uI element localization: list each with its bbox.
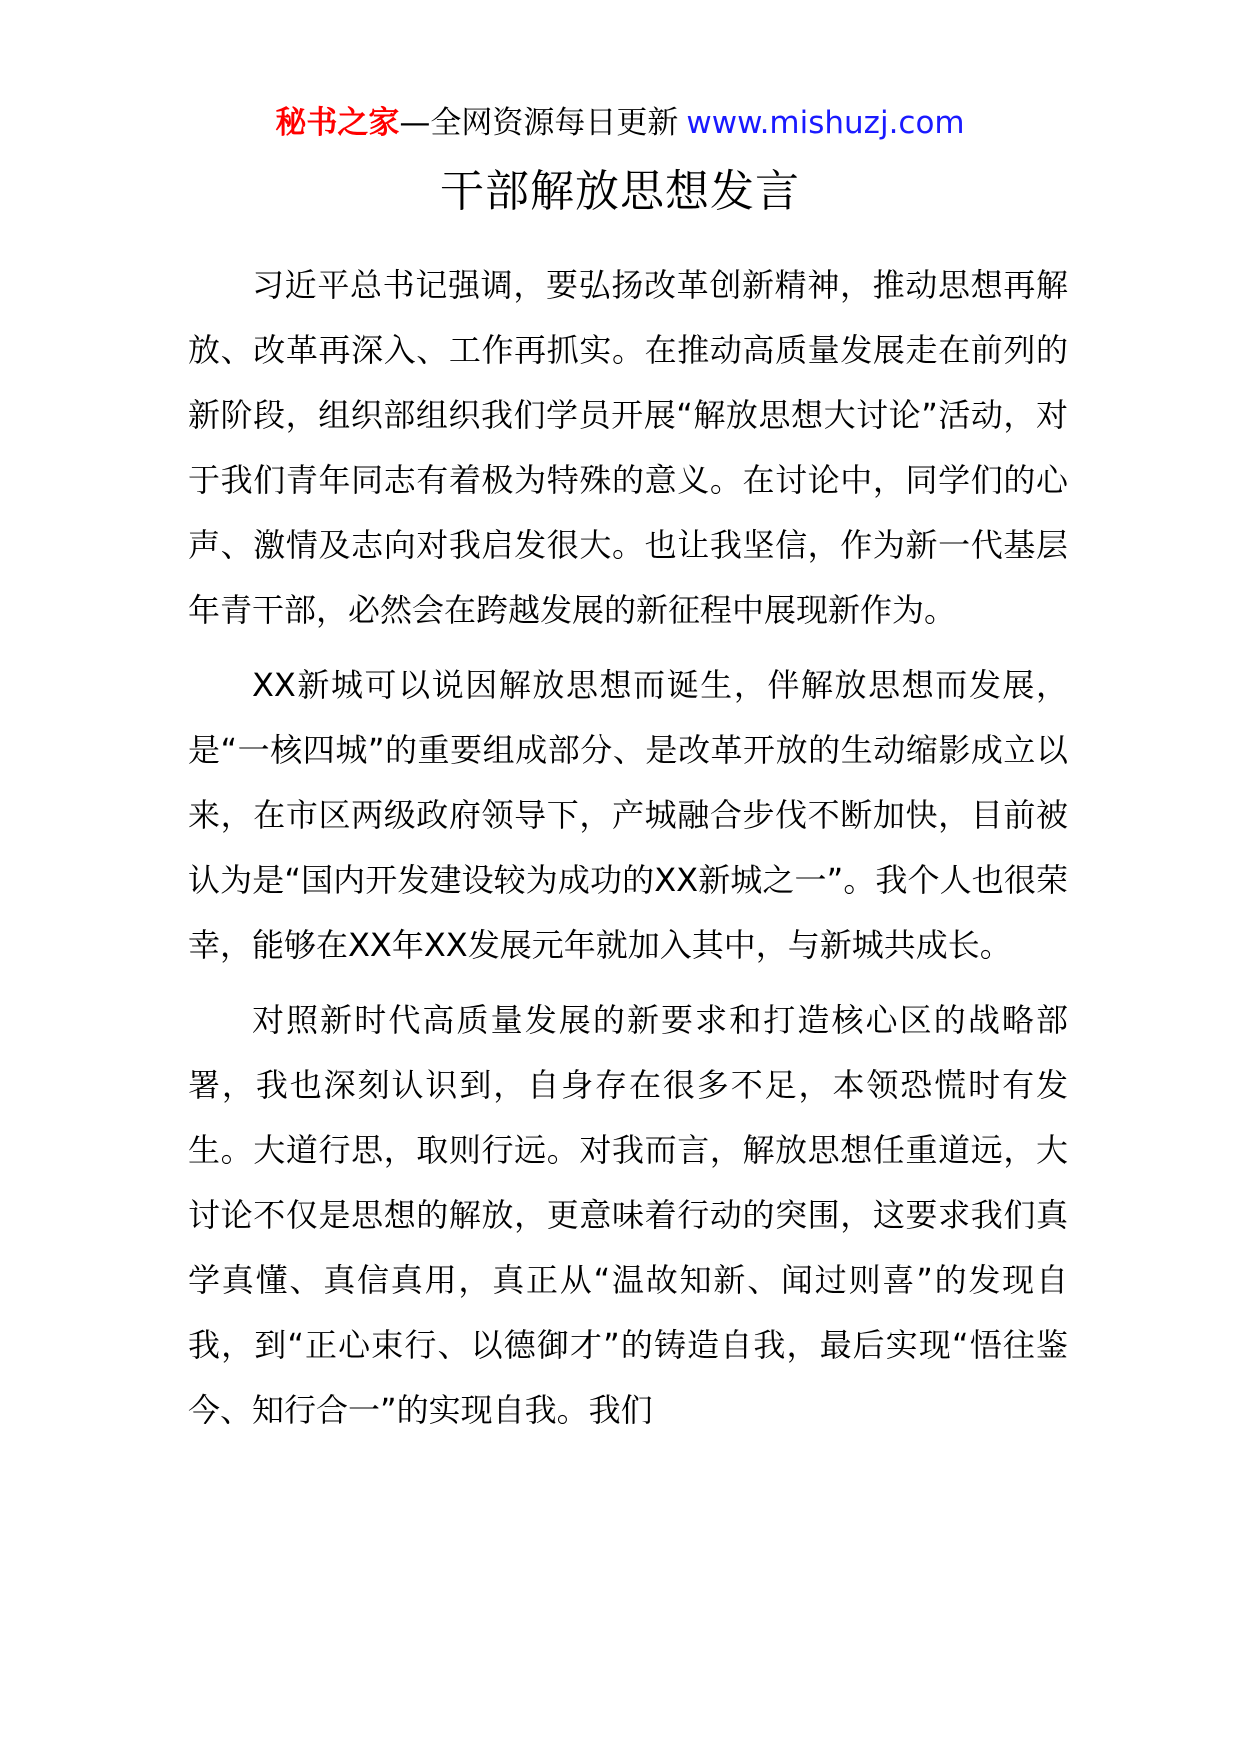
paragraph: XX新城可以说因解放思想而诞生，伴解放思想而发展，是“一核四城”的重要组成部分、是改革开放的生动缩影成立以来，在市区两级政府领导下，产城融合步伐不断加快，目前被认为是“国内开发建设较为成功的XX新城之一”。我个人也很荣幸，能够在XX年XX发展元年就加入其中，与新城共成长。: [188, 666, 1068, 964]
paragraph: 对照新时代高质量发展的新要求和打造核心区的战略部署，我也深刻认识到，自身存在很多不足，本领恐慌时有发生。大道行思，取则行远。对我而言，解放思想任重道远，大讨论不仅是思想的解放，更意味着行动的突围，这要求我们真学真懂、真信真用，真正从“温故知新、闻过则喜”的发现自我，到“正心束行、以德御才”的铸造自我，最后实现“悟往鉴今、知行合一”的实现自我。我们: [188, 1001, 1068, 1429]
site-header: [0, 100, 1240, 146]
brand-name: 秘书之家: [275, 105, 400, 141]
paragraph: 习近平总书记强调，要弘扬改革创新精神，推动思想再解放、改革再深入、工作再抓实。在推动高质量发展走在前列的新阶段，组织部组织我们学员开展“解放思想大讨论”活动，对于我们青年同志有着极为特殊的意义。在讨论中，同学们的心声、激情及志向对我启发很大。也让我坚信，作为新一代基层年青干部，必然会在跨越发展的新征程中展现新作为。: [188, 266, 1068, 629]
document-title: 干部解放思想发言: [440, 166, 800, 217]
site-url-link[interactable]: www.mishuzj.com: [686, 105, 965, 141]
document-body: [188, 253, 1068, 1453]
header-tagline: —全网资源每日更新: [399, 105, 679, 141]
